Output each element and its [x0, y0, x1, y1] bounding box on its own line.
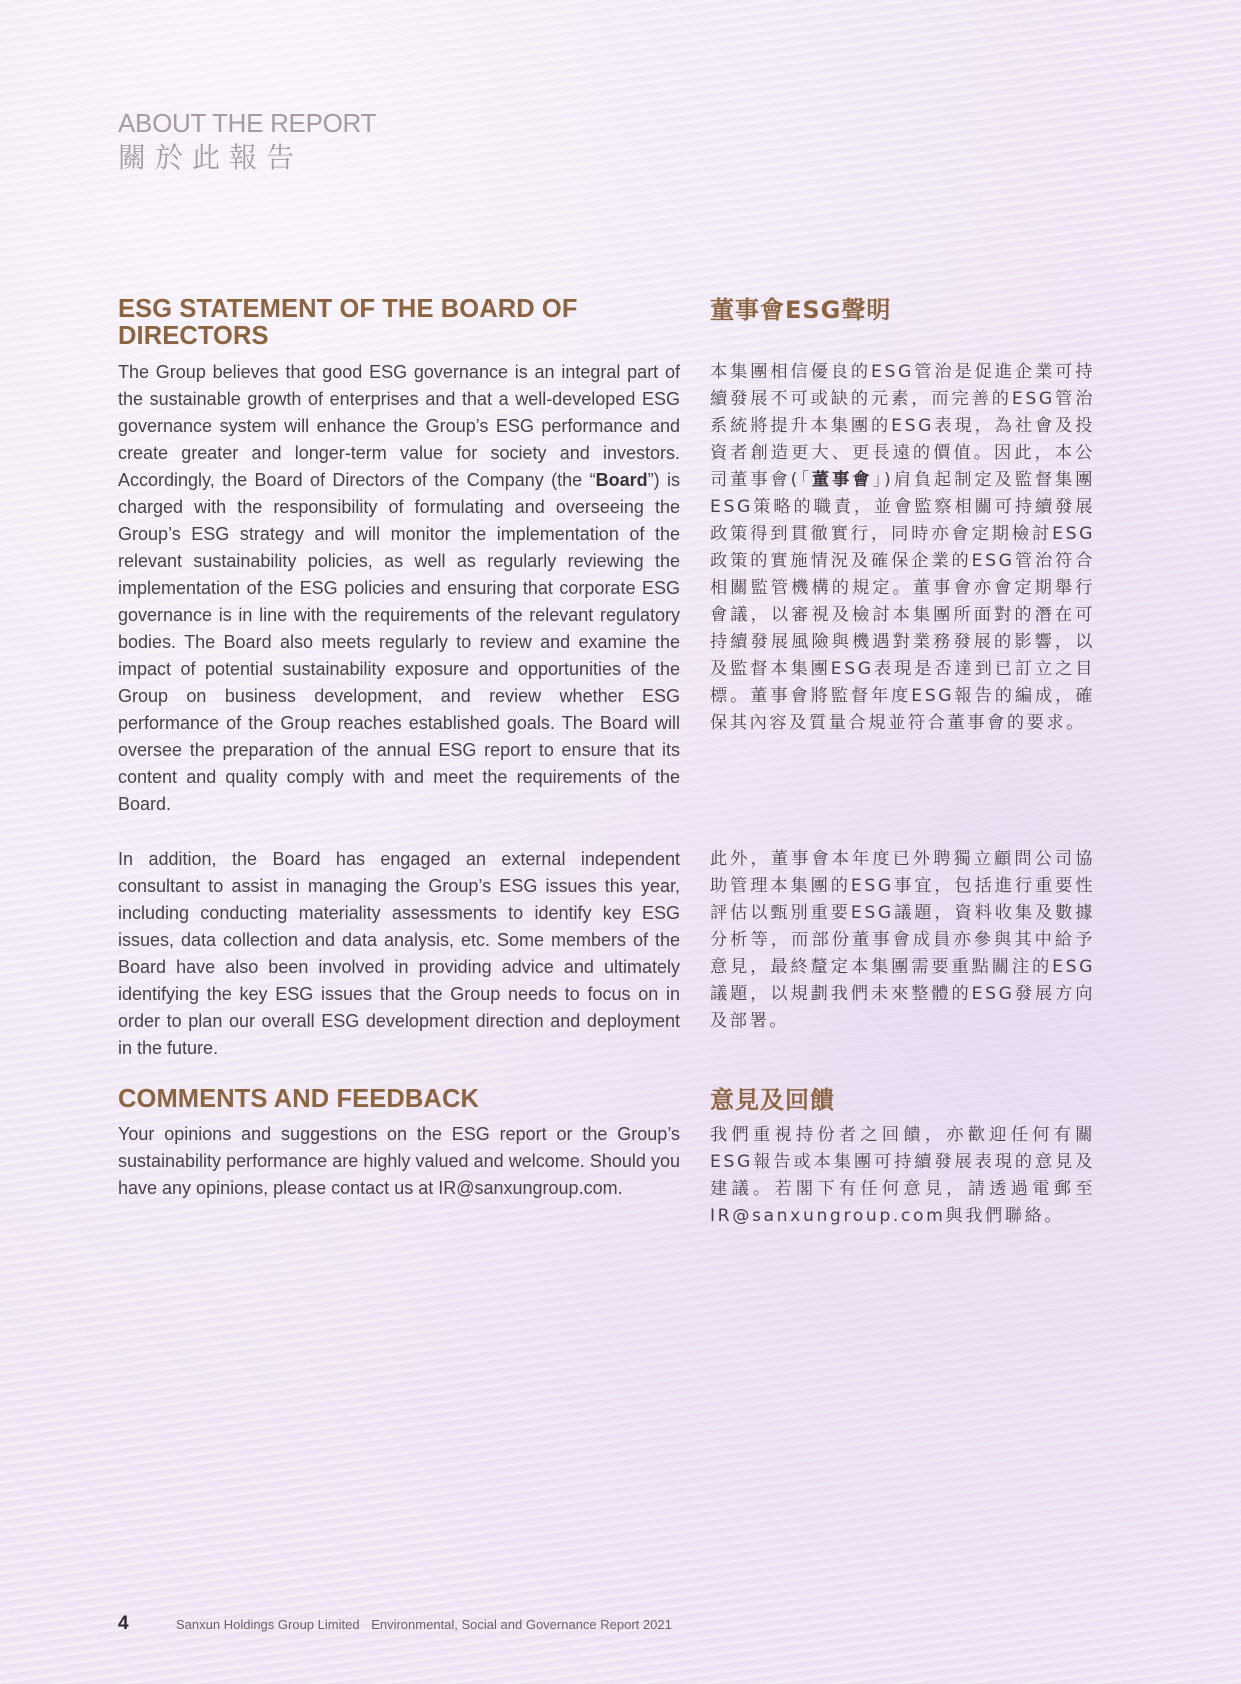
page-footer: [118, 1613, 672, 1635]
page-number: 4: [118, 1613, 129, 1634]
board-statement-paragraph-1-zh: [710, 359, 1095, 737]
feedback-heading-en: COMMENTS AND FEEDBACK: [118, 1085, 479, 1113]
paragraph-text: ”) is charged with the responsibility of formulating and overseeing the Group’s ESG strategy and will monitor the implementation of the relevant sustainability policies, as well as regularly reviewing the implementation of the ESG policies and ensuring that corporate ESG governance is in line with the requirements of the relevant regulatory bodies. The Board also meets regularly to review and examine the impact of potential sustainability exposure and opportunities of the Group on business development, and review whether ESG performance of the Group reaches established goals. The Board will oversee the preparation of the annual ESG report to ensure that its content and quality comply with and meet the requirements of the Board.: [118, 470, 680, 814]
board-statement-paragraph-2-zh: 此外，董事會本年度已外聘獨立顧問公司協助管理本集團的ESG事宜，包括進行重要性評估以甄別重要ESG議題，資料收集及數據分析等，而部份董事會成員亦參與其中給予意見，最終釐定本集團需要重點關注的ESG議題，以規劃我們未來整體的ESG發展方向及部署。: [710, 849, 1095, 1031]
board-statement-paragraph-1-en: [118, 359, 680, 818]
section-title-zh: 關於此報告: [118, 141, 304, 174]
board-statement-heading-zh: 董事會ESG聲明: [710, 296, 892, 324]
board-statement-heading-en-block: [118, 296, 680, 350]
section-title-en: ABOUT THE REPORT: [118, 108, 377, 138]
board-statement-heading-en: ESG STATEMENT OF THE BOARD OF DIRECTORS: [118, 295, 578, 350]
feedback-paragraph-zh: 我們重視持份者之回饋，亦歡迎任何有關ESG報告或本集團可持續發展表現的意見及建議。若閣下有任何意見，請透過電郵至IR@sanxungroup.com與我們聯絡。: [710, 1125, 1095, 1226]
paragraph-text: 」)肩負起制定及監督集團ESG策略的職責，並會監察相關可持續發展政策得到貫徹實行，同時亦會定期檢討ESG政策的實施情況及確保企業的ESG管治符合相關監管機構的規定。董事會亦會定期舉行會議，以審視及檢討本集團所面對的潛在可持續發展風險與機遇對業務發展的影響，以及監督本集團ESG表現是否達到已訂立之目標。董事會將監督年度ESG報告的編成，確保其內容及質量合規並符合董事會的要求。: [710, 470, 1095, 733]
feedback-section-zh: [710, 1086, 1095, 1230]
paragraph-text: 本集團相信優良的ESG管治是促進企業可持續發展不可或缺的元素，而完善的ESG管治系統將提升本集團的ESG表現，為社會及投資者創造更大、更長遠的價值。因此，本公司董事會(「: [710, 362, 1095, 490]
board-statement-body-zh: [710, 359, 1095, 737]
footer-report-title: Environmental, Social and Governance Report 2021: [371, 1617, 672, 1632]
paragraph-text: The Group believes that good ESG governance is an integral part of the sustainable growth of enterprises and that a well-developed ESG governance system will enhance the Group’s ESG performance and create greater and longer-term value for society and investors. Accordingly, the Board of Directors of the Company (the “: [118, 362, 680, 490]
feedback-paragraph-en: Your opinions and suggestions on the ESG report or the Group’s sustainability performance are highly valued and welcome. Should you have any opinions, please contact us at IR@sanxungroup.com.: [118, 1124, 680, 1198]
board-statement-heading-zh-block: [710, 296, 1095, 324]
board-statement-body-en: [118, 359, 680, 818]
feedback-section-en: [118, 1086, 680, 1202]
board-statement-body-2-en: [118, 846, 680, 1062]
feedback-heading-zh: 意見及回饋: [710, 1086, 835, 1114]
defined-term-board-zh: 董事會: [811, 470, 873, 490]
footer-text: [176, 1617, 672, 1632]
defined-term-board: Board: [595, 470, 648, 490]
board-statement-body-2-zh: [710, 846, 1095, 1035]
footer-company: Sanxun Holdings Group Limited: [176, 1617, 360, 1632]
board-statement-paragraph-2-en: In addition, the Board has engaged an external independent consultant to assist in managing the Group’s ESG issues this year, including conducting materiality assessments to identify key ESG issues, data collection and data analysis, etc. Some members of the Board have also been involved in providing advice and ultimately identifying the key ESG issues that the Group needs to focus on in order to plan our overall ESG development direction and deployment in the future.: [118, 849, 680, 1058]
section-kicker: [118, 108, 376, 176]
